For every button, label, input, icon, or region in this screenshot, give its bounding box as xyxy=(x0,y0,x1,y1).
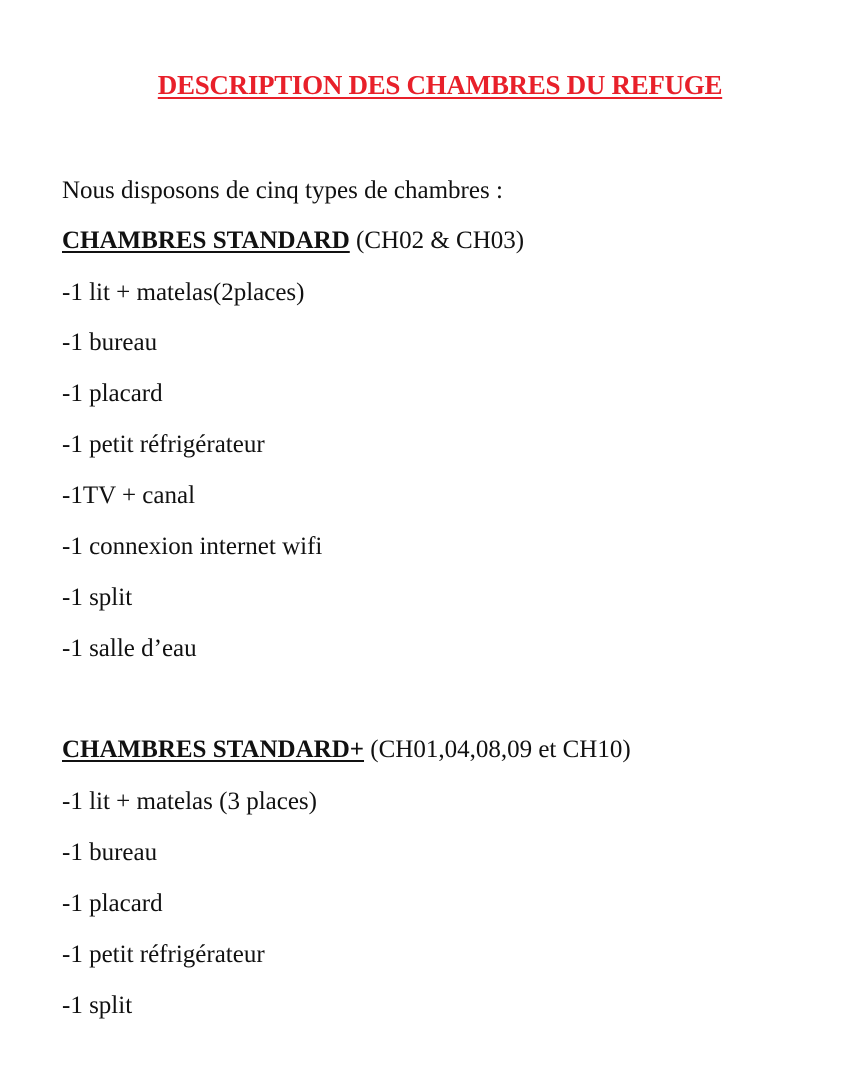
section-title: CHAMBRES STANDARD+ xyxy=(62,736,365,763)
list-item: -1 placard xyxy=(62,890,163,917)
section-title: CHAMBRES STANDARD xyxy=(62,227,350,254)
document-title: DESCRIPTION DES CHAMBRES DU REFUGE xyxy=(157,70,723,100)
list-item: -1 connexion internet wifi xyxy=(62,533,323,560)
list-item: -1 salle d’eau xyxy=(62,635,197,662)
section-heading-standard-plus xyxy=(62,735,631,765)
section-heading-standard xyxy=(62,226,524,256)
intro-text: Nous disposons de cinq types de chambres : xyxy=(62,177,503,204)
section-rooms: (CH01,04,08,09 et CH10) xyxy=(364,736,631,763)
list-item: -1 split xyxy=(62,992,133,1019)
list-item: -1 petit réfrigérateur xyxy=(62,941,265,968)
list-item: -1 lit + matelas(2places) xyxy=(62,279,305,306)
list-item: -1 bureau xyxy=(62,329,158,356)
list-item: -1TV + canal xyxy=(62,482,196,509)
section-rooms: (CH02 & CH03) xyxy=(349,227,525,254)
list-item: -1 lit + matelas (3 places) xyxy=(62,788,317,815)
list-item: -1 split xyxy=(62,584,133,611)
list-item: -1 placard xyxy=(62,380,163,407)
list-item: -1 bureau xyxy=(62,839,158,866)
list-item: -1 petit réfrigérateur xyxy=(62,431,265,458)
